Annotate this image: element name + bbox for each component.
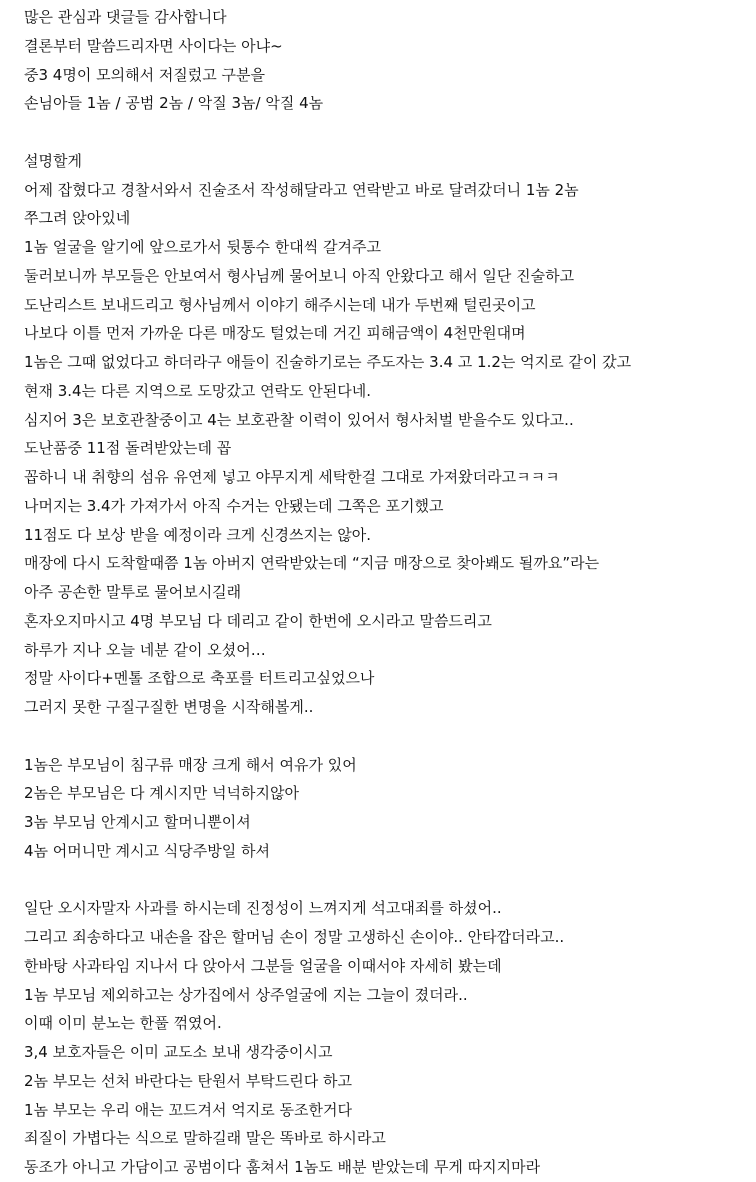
- text-line: 손님아들 1놈 / 공범 2놈 / 악질 3놈/ 악질 4놈: [24, 94, 324, 113]
- text-line: 매장에 다시 도착할때쯤 1놈 아버지 연락받았는데 “지금 매장으로 찾아봬도 될까요”라는: [24, 554, 600, 573]
- text-line: 아주 공손한 말투로 물어보시길래: [24, 583, 242, 601]
- text-line: 4놈 어머니만 계시고 식당주방일 하셔: [24, 841, 270, 860]
- text-line: 쭈그려 앉아있네: [24, 209, 131, 228]
- text-line: 한바탕 사과타임 지나서 다 앉아서 그분들 얼굴을 이때서야 자세히 봤는데: [24, 956, 502, 975]
- text-line: 1놈은 그때 없었다고 하더라구 애들이 진술하기로는 주도자는 3.4 고 1.2는 억지로 같이 갔고: [24, 353, 632, 371]
- text-line: 이때 이미 분노는 한풀 꺾였어.: [24, 1014, 222, 1033]
- text-line: 많은 관심과 댓글들 감사합니다: [24, 8, 227, 26]
- text-line: 동조가 아니고 가담이고 공범이다 훔쳐서 1놈도 배분 받았는데 무게 따지지마라: [24, 1158, 541, 1176]
- text-line: 혼자오지마시고 4명 부모님 다 데리고 같이 한번에 오시라고 말씀드리고: [24, 611, 492, 630]
- text-line: 그러지 못한 구질구질한 변명을 시작해볼게..: [24, 698, 314, 716]
- text-line: 꼽하니 내 취향의 섬유 유연제 넣고 야무지게 세탁한걸 그대로 가져왔더라고ㅋㅋㅋ: [24, 468, 560, 486]
- text-line: 도난리스트 보내드리고 형사님께서 이야기 해주시는데 내가 두번째 털린곳이고: [24, 295, 536, 314]
- text-line: 일단 오시자말자 사과를 하시는데 진정성이 느껴지게 석고대죄를 하셨어..: [24, 899, 502, 918]
- paragraph-intro: [24, 3, 748, 118]
- text-line: 2놈 부모는 선처 바란다는 탄원서 부탁드린다 하고: [24, 1071, 352, 1090]
- paragraph-explanation: [24, 147, 748, 722]
- text-line: 죄질이 가볍다는 식으로 말하길래 말은 똑바로 하시라고: [24, 1129, 386, 1148]
- paragraph-families: [24, 751, 748, 866]
- text-line: 1놈 부모님 제외하고는 상가집에서 상주얼굴에 지는 그늘이 졌더라..: [24, 985, 468, 1004]
- text-line: 11점도 다 보상 받을 예정이라 크게 신경쓰지는 않아.: [24, 525, 372, 544]
- text-line: 그리고 죄송하다고 내손을 잡은 할머님 손이 정말 고생하신 손이야.. 안타깝더라고..: [24, 928, 565, 946]
- text-line: 하루가 지나 오늘 네분 같이 오셨어…: [24, 640, 266, 659]
- paragraph-meeting: [24, 894, 748, 1182]
- text-line: 현재 3.4는 다른 지역으로 도망갔고 연락도 안된다네.: [24, 381, 372, 400]
- text-line: 어제 잡혔다고 경찰서와서 진술조서 작성해달라고 연락받고 바로 달려갔더니 1놈 2놈: [24, 180, 579, 199]
- text-line: 나머지는 3.4가 가져가서 아직 수거는 안됐는데 그쪽은 포기했고: [24, 496, 444, 515]
- text-line: 1놈 부모는 우리 애는 꼬드겨서 억지로 동조한거다: [24, 1100, 352, 1119]
- paragraph-gap: [24, 722, 748, 751]
- text-line: 정말 사이다+멘톨 조합으로 축포를 터트리고싶었으나: [24, 669, 375, 688]
- post-body: [24, 3, 748, 1182]
- text-line: 2놈은 부모님은 다 계시지만 넉넉하지않아: [24, 784, 299, 803]
- paragraph-gap: [24, 866, 748, 895]
- text-line: 도난품중 11점 돌려받았는데 꼽: [24, 439, 232, 458]
- text-line: 나보다 이틀 먼저 가까운 다른 매장도 털었는데 거긴 피해금액이 4천만원대며: [24, 324, 526, 343]
- text-line: 결론부터 말씀드리자면 사이다는 아냐~: [24, 36, 283, 55]
- paragraph-gap: [24, 118, 748, 147]
- text-line: 1놈 얼굴을 알기에 앞으로가서 뒷통수 한대씩 갈겨주고: [24, 238, 381, 256]
- text-line: 3놈 부모님 안계시고 할머니뿐이셔: [24, 813, 251, 831]
- text-line: 설명할게: [24, 151, 82, 170]
- text-line: 중3 4명이 모의해서 저질렀고 구분을: [24, 65, 266, 84]
- text-line: 1놈은 부모님이 침구류 매장 크게 해서 여유가 있어: [24, 755, 357, 774]
- text-line: 심지어 3은 보호관찰중이고 4는 보호관찰 이력이 있어서 형사처벌 받을수도 있다고..: [24, 410, 574, 429]
- text-line: 둘러보니까 부모들은 안보여서 형사님께 물어보니 아직 안왔다고 해서 일단 진술하고: [24, 266, 575, 285]
- text-line: 3,4 보호자들은 이미 교도소 보내 생각중이시고: [24, 1043, 333, 1061]
